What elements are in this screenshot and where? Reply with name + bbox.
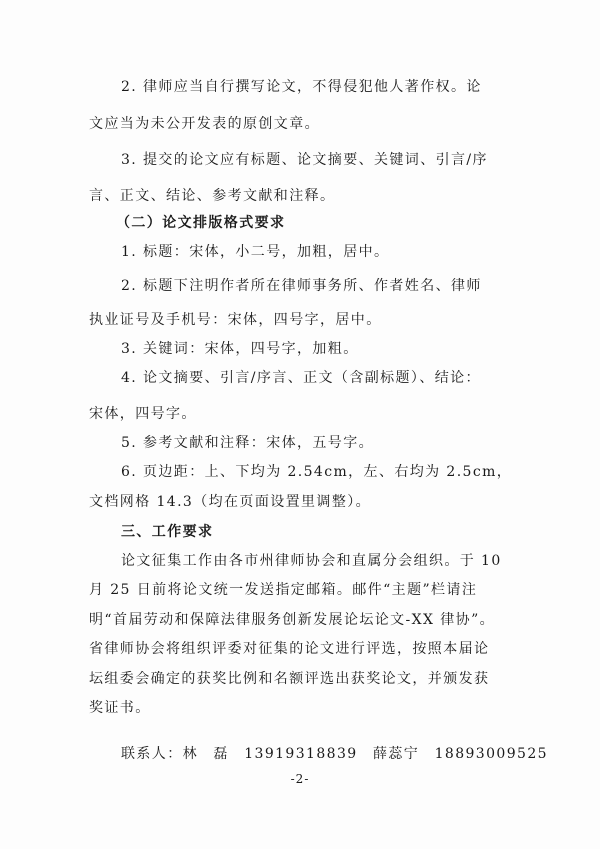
page-number: -2-: [290, 772, 310, 786]
paragraph-line: 省律师协会将组织评委对征集的论文进行评选，按照本届论: [89, 641, 490, 657]
paragraph-line: 5. 参考文献和注释：宋体，五号字。: [121, 435, 375, 451]
paragraph-line: 执业证号及手机号：宋体，四号字，居中。: [89, 312, 382, 328]
section-heading: 三、工作要求: [121, 524, 214, 540]
paragraph-line: 4. 论文摘要、引言/序言、正文（含副标题）、结论：: [121, 370, 481, 386]
paragraph-line: 论文征集工作由各市州律师协会和直属分会组织。于 10: [121, 553, 502, 569]
paragraph-line: 6. 页边距：上、下均为 2.54cm，左、右均为 2.5cm，: [121, 464, 513, 480]
paragraph-line: 宋体，四号字。: [89, 406, 197, 422]
paragraph-line: 3. 关键词：宋体，四号字，加粗。: [121, 341, 359, 357]
paragraph-line: 奖证书。: [89, 700, 151, 716]
paragraph-line: 坛组委会确定的获奖比例和名额评选出获奖论文，并颁发获: [89, 671, 490, 687]
paragraph-line: 2. 标题下注明作者所在律师事务所、作者姓名、律师: [121, 278, 482, 294]
section-heading: （二）论文排版格式要求: [116, 215, 286, 231]
paragraph-line: 明“首届劳动和保障法律服务创新发展论坛论文-XX 律协”。: [89, 612, 496, 628]
paragraph-line: 1. 标题：宋体，小二号，加粗，居中。: [121, 244, 390, 260]
paragraph-line: 文档网格 14.3（均在页面设置里调整）。: [89, 494, 372, 510]
paragraph-line: 文应当为未公开发表的原创文章。: [89, 116, 320, 132]
paragraph-line: 言、正文、结论、参考文献和注释。: [89, 188, 336, 204]
paragraph-line: 月 25 日前将论文统一发送指定邮箱。邮件“主题”栏请注: [89, 582, 478, 598]
paragraph-line: 2. 律师应当自行撰写论文，不得侵犯他人著作权。论: [121, 79, 482, 95]
contact-line: 联系人：林 磊 13919318839 薛蕊宁 18893009525: [121, 746, 548, 762]
paragraph-line: 3. 提交的论文应有标题、论文摘要、关键词、引言/序: [121, 152, 488, 168]
